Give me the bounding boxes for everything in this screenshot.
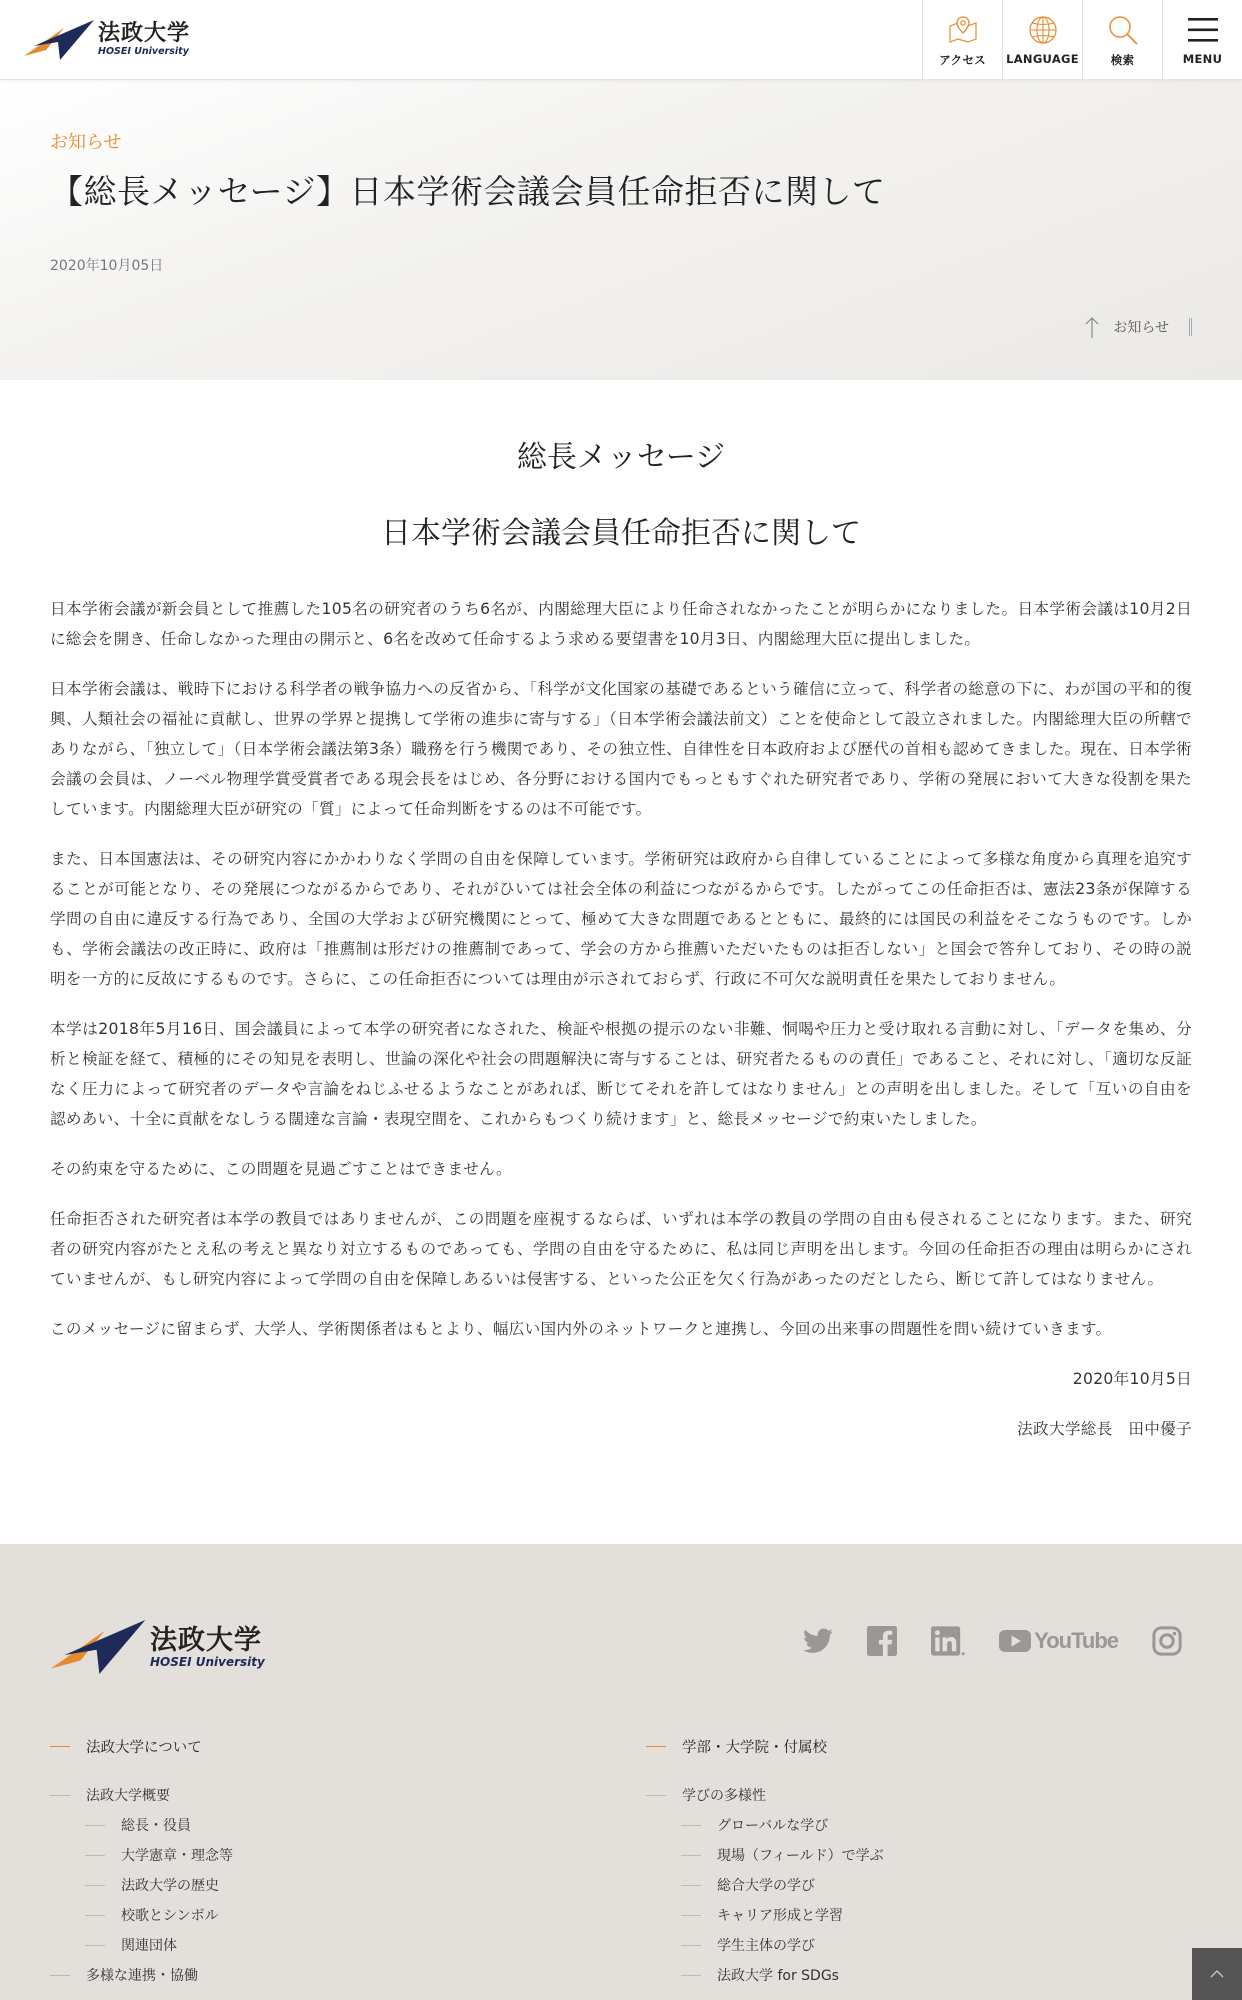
facebook-link[interactable] xyxy=(867,1626,897,1656)
search-icon xyxy=(1106,14,1140,46)
page-top-button[interactable] xyxy=(1192,1948,1242,2000)
list-dash xyxy=(681,1885,701,1886)
nav-language-label: LANGUAGE xyxy=(1006,52,1079,66)
footer-link[interactable] xyxy=(50,1840,610,1870)
list-dash xyxy=(681,1915,701,1916)
footer-link-label: 関連団体 xyxy=(121,1938,177,1954)
divider-bar xyxy=(1189,318,1192,336)
hosei-logo[interactable] xyxy=(24,18,190,62)
arrow-up-icon xyxy=(1085,316,1099,338)
article-heading-2: 日本学術会議会員任命拒否に関して xyxy=(381,516,861,551)
article-signature: 法政大学総長 田中優子 xyxy=(1017,1420,1192,1438)
footer-link-label: 学びの多様性 xyxy=(682,1788,766,1804)
list-dash xyxy=(681,1945,701,1946)
hamburger-menu-icon xyxy=(1186,14,1220,46)
article-paragraph: 日本学術会議は、戦時下における科学者の戦争協力への反省から、「科学が文化国家の基礎であるという確信に立って、科学者の総意の下に、わが国の平和的復興、人類社会の福祉に貢献し、世界の学界と提携して学術の進歩に寄与する」（日本学術会議法前文）ことを使命として設立されました。内閣総理大臣の所轄でありながら、「独立して」（日本学術会議法第3条）職務を行う機関であり、その独立性、自律性を日本政府および歴代の首相も認めてきました。現在、日本学術会議の会員は、ノーベル物理学賞受賞者である現会長をはじめ、各分野における国内でもっともすぐれた研究者であり、学術の発展において大きな役割を果たしています。内閣総理大臣が研究の「質」によって任命判断をするのは不可能です。 xyxy=(50,680,1192,818)
footer-link-label: 法政大学の歴史 xyxy=(121,1878,219,1894)
footer-list xyxy=(50,1780,610,1990)
list-dash xyxy=(85,1945,105,1946)
footer-link[interactable] xyxy=(646,1780,1206,1810)
nav-language[interactable] xyxy=(1002,0,1082,80)
site-header xyxy=(0,0,1242,80)
list-dash xyxy=(50,1795,70,1796)
site-footer xyxy=(0,1544,1242,2000)
footer-link[interactable] xyxy=(50,1900,610,1930)
article-paragraph: その約束を守るために、この問題を見過ごすことはできません。 xyxy=(50,1160,512,1178)
facebook-icon xyxy=(867,1626,897,1656)
footer-heading-about[interactable] xyxy=(50,1734,610,1758)
list-dash xyxy=(681,1855,701,1856)
footer-link-label: 現場（フィールド）で学ぶ xyxy=(717,1848,884,1864)
list-dash xyxy=(85,1855,105,1856)
logo-text xyxy=(98,23,190,57)
footer-link-label: キャリア形成と学習 xyxy=(717,1908,843,1924)
linkedin-link[interactable] xyxy=(931,1626,965,1656)
map-pin-icon xyxy=(946,14,980,46)
footer-link-label: 学生主体の学び xyxy=(717,1938,815,1954)
youtube-wordmark: YouTube xyxy=(1034,1628,1118,1653)
header-nav xyxy=(922,0,1242,80)
page-hero xyxy=(0,80,1242,380)
youtube-icon xyxy=(999,1629,1031,1653)
nav-search[interactable] xyxy=(1082,0,1162,80)
page-title: 【総長メッセージ】日本学術会議会員任命拒否に関して xyxy=(50,172,886,211)
footer-link-label: 校歌とシンボル xyxy=(121,1908,219,1924)
footer-column-faculties xyxy=(646,1734,1206,1990)
instagram-icon xyxy=(1152,1626,1182,1656)
footer-link-label: 大学憲章・理念等 xyxy=(121,1848,233,1864)
article-paragraph: 任命拒否された研究者は本学の教員ではありませんが、この問題を座視するならば、いずれは本学の教員の学問の自由も侵されることになります。また、研究者の研究内容がたとえ私の考えと異なり対立するものであっても、学問の自由を守るために、私は同じ声明を出します。今回の任命拒否の理由は明らかにされていませんが、もし研究内容によって学問の自由を保障しあるいは侵害する、といった公正を欠く行為があったのだとしたら、断じて許してはなりません。 xyxy=(50,1210,1192,1288)
footer-link-label: 総長・役員 xyxy=(121,1818,191,1834)
article-paragraph: 日本学術会議が新会員として推薦した105名の研究者のうち6名が、内閣総理大臣により任命されなかったことが明らかになりました。日本学術会議は10月2日に総会を開き、任命しなかった理由の開示と、6名を改めて任命するよう求める要望書を10月3日、内閣総理大臣に提出しました。 xyxy=(50,600,1192,648)
list-dash xyxy=(681,1975,701,1976)
footer-link[interactable] xyxy=(50,1960,610,1990)
article-paragraph: また、日本国憲法は、その研究内容にかかわりなく学問の自由を保障しています。学術研究は政府から自律していることによって多様な角度から真理を追究することが可能となり、その発展につながるからであり、それがひいては社会全体の利益につながるからです。したがってこの任命拒否は、憲法23条が保障する学問の自由に違反する行為であり、全国の大学および研究機関にとって、極めて大きな問題であるとともに、最終的には国民の利益をそこなうものです。しかも、学術会議法の改正時に、政府は「推薦制は形だけの推薦制であって、学会の方から推薦いただいたものは拒否しない」と国会で答弁しており、その時の説明を一方的に反故にするものです。さらに、この任命拒否については理由が示されておらず、行政に不可欠な説明責任を果たしておりません。 xyxy=(50,850,1192,988)
footer-link[interactable] xyxy=(646,1840,1206,1870)
chevron-up-icon xyxy=(1210,1969,1224,1979)
hosei-logo-mark-icon xyxy=(50,1620,146,1674)
footer-link[interactable] xyxy=(50,1810,610,1840)
footer-logo-jp: 法政大学 xyxy=(150,1624,262,1656)
globe-icon xyxy=(1026,14,1060,46)
list-dash xyxy=(50,1975,70,1976)
footer-heading-faculties[interactable] xyxy=(646,1734,1206,1758)
youtube-link[interactable] xyxy=(999,1628,1118,1654)
hero-category[interactable]: お知らせ xyxy=(50,132,122,153)
logo-jp: 法政大学 xyxy=(98,21,191,47)
social-links xyxy=(769,1626,1182,1656)
footer-list xyxy=(646,1780,1206,1990)
list-dash xyxy=(85,1825,105,1826)
footer-link[interactable] xyxy=(50,1780,610,1810)
back-link-label: お知らせ xyxy=(1113,320,1169,336)
footer-link[interactable] xyxy=(646,1870,1206,1900)
footer-link[interactable] xyxy=(646,1930,1206,1960)
footer-logo-en: HOSEI University xyxy=(150,1654,265,1669)
hosei-logo-mark-icon xyxy=(24,20,94,60)
list-dash xyxy=(681,1825,701,1826)
footer-link-label: グローバルな学び xyxy=(717,1818,829,1834)
twitter-icon xyxy=(803,1628,833,1654)
article-paragraph: 本学は2018年5月16日、国会議員によって本学の研究者になされた、検証や根拠の提示のない非難、恫喝や圧力と受け取れる言動に対し、「データを集め、分析と検証を経て、積極的にその知見を表明し、世論の深化や社会の問題解決に寄与することは、研究者たるものの責任」であること、それに対し、「適切な反証なく圧力によって研究者のデータや言論をねじふせるようなことがあれば、断じてそれを許してはなりません」との声明を出しました。そして「互いの自由を認めあい、十全に貢献をなしうる闊達な言論・表現空間を、これからもつくり続けます」と、総長メッセージで約束いたしました。 xyxy=(50,1020,1192,1128)
nav-access[interactable] xyxy=(922,0,1002,80)
footer-link[interactable] xyxy=(50,1870,610,1900)
footer-logo-text xyxy=(150,1624,265,1669)
publish-date: 2020年10月05日 xyxy=(50,258,164,274)
nav-search-label: 検索 xyxy=(1110,53,1135,67)
accent-dash xyxy=(50,1746,70,1747)
list-dash xyxy=(85,1915,105,1916)
list-dash xyxy=(646,1795,666,1796)
list-dash xyxy=(85,1885,105,1886)
article-paragraph: このメッセージに留まらず、大学人、学術関係者はもとより、幅広い国内外のネットワークと連携し、今回の出来事の問題性を問い続けていきます。 xyxy=(50,1320,1112,1338)
linkedin-icon xyxy=(931,1626,965,1656)
logo-en: HOSEI University xyxy=(98,46,189,58)
footer-link[interactable] xyxy=(646,1810,1206,1840)
nav-access-label: アクセス xyxy=(939,53,986,67)
footer-link-label: 法政大学概要 xyxy=(86,1788,170,1804)
footer-logo[interactable] xyxy=(50,1620,265,1674)
footer-link-label: 総合大学の学び xyxy=(717,1878,815,1894)
article-body xyxy=(50,594,1192,1464)
back-to-news-link[interactable] xyxy=(1085,316,1192,338)
footer-column-about xyxy=(50,1734,610,1990)
footer-heading-label: 学部・大学院・付属校 xyxy=(682,1739,827,1756)
footer-link[interactable] xyxy=(646,1960,1206,1990)
footer-link-label: 多様な連携・協働 xyxy=(86,1968,198,1984)
article-date: 2020年10月5日 xyxy=(1072,1370,1192,1388)
footer-link-label: 法政大学 for SDGs xyxy=(717,1968,839,1984)
accent-dash xyxy=(646,1746,666,1747)
nav-menu-label: MENU xyxy=(1182,52,1223,66)
footer-heading-label: 法政大学について xyxy=(86,1739,202,1756)
article-heading-1: 総長メッセージ xyxy=(516,440,726,475)
instagram-link[interactable] xyxy=(1152,1626,1182,1656)
nav-menu[interactable] xyxy=(1162,0,1242,80)
footer-link[interactable] xyxy=(646,1900,1206,1930)
footer-link[interactable] xyxy=(50,1930,610,1960)
twitter-link[interactable] xyxy=(803,1628,833,1654)
